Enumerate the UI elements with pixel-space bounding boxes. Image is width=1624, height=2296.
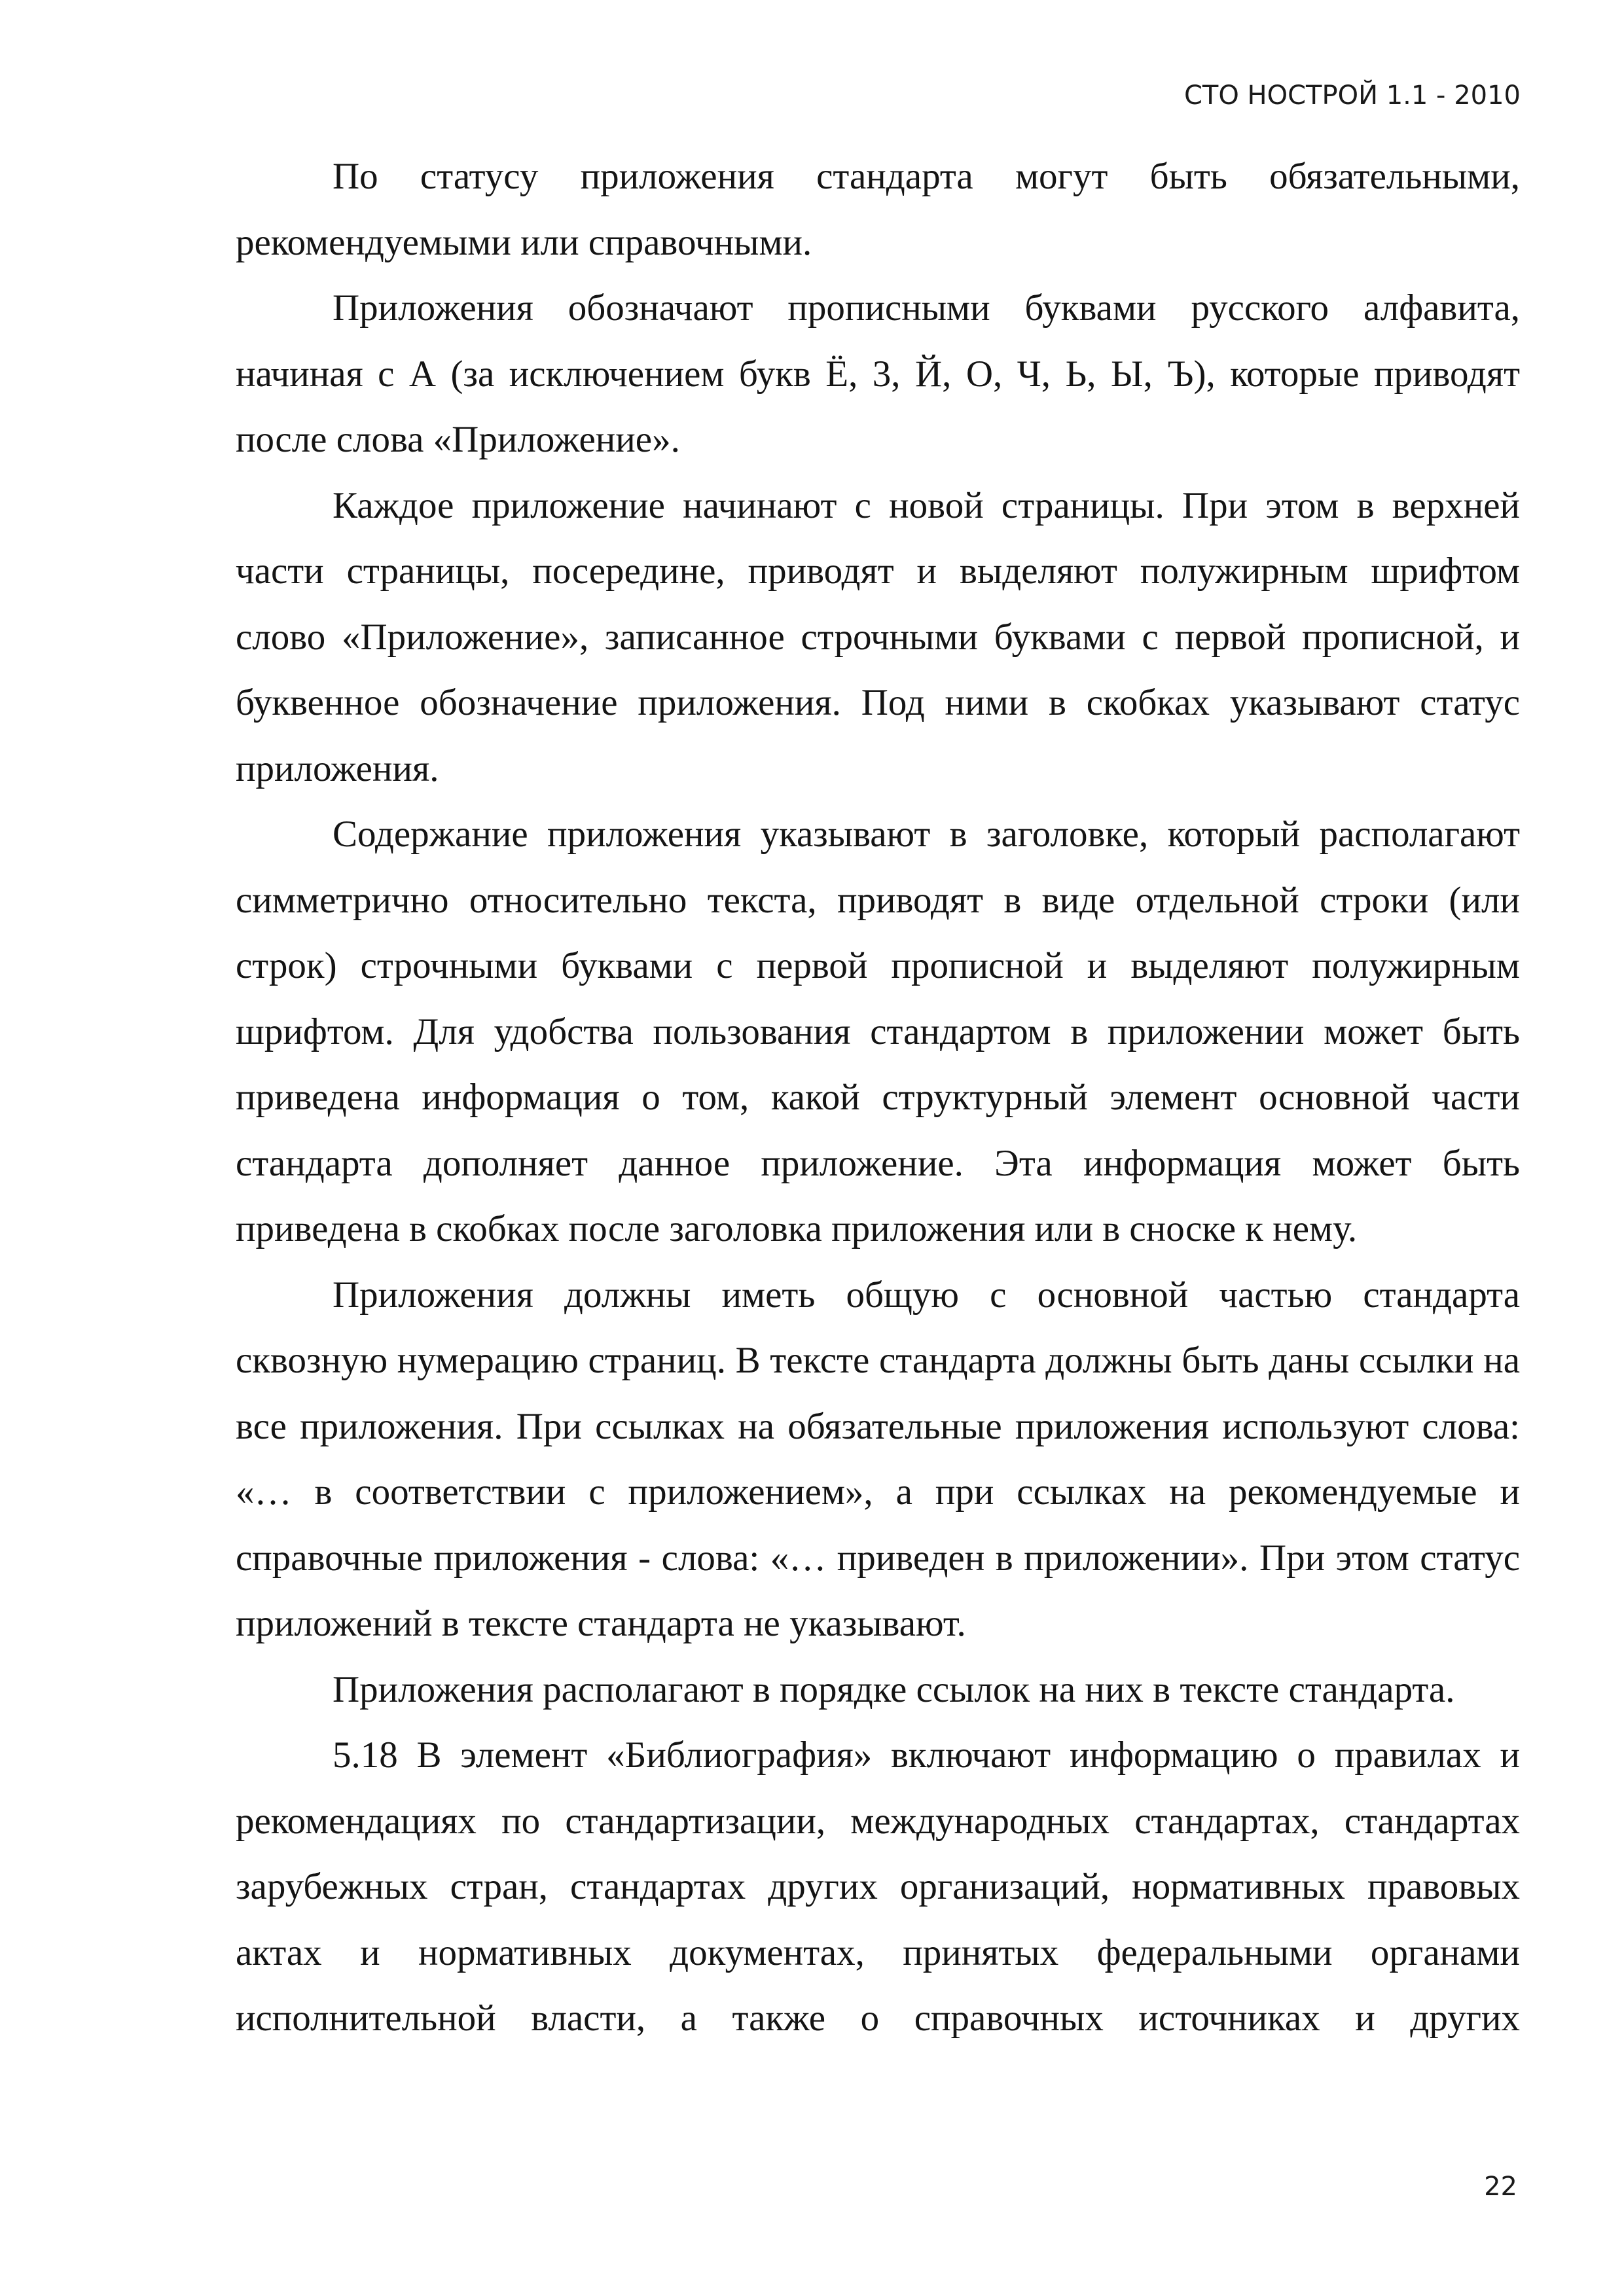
paragraph-appendix-order: Приложения располагают в порядке ссылок на них в тексте стандарта. [333, 1668, 1455, 1710]
paragraph-appendix-status: По статусу приложения стандарта могут быть обязательными, рекомендуемыми или справочными. [236, 156, 1520, 263]
paragraph-appendix-title: Содержание приложения указывают в заголовке, который располагают симметрично относительно текста, приводят в виде отдельной строки (или строк) строчными буквами с первой прописной и выделяют полужирным шрифтом. Для удобства пользования стандартом в приложении может быть приведена информация о том, какой структурный элемент основной части стандарта дополняет данное приложение. Эта информация может быть приведена в скобках после заголовка приложения или в сноске к нему. [236, 814, 1520, 1249]
page-number: 22 [1484, 2172, 1517, 2202]
paragraph-bibliography: 5.18 В элемент «Библиография» включают информацию о правилах и рекомендациях по стандартизации, международных стандартах, стандартах зарубежных стран, стандартах других организаций, нормативных правовых актах и нормативных документах, принятых федеральными органами исполнительной власти, а также о справочных источниках и других [236, 1734, 1520, 2039]
paragraph-appendix-designation: Приложения обозначают прописными буквами русского алфавита, начиная с А (за исключением букв Ё, 3, Й, О, Ч, Ь, Ы, Ъ), которые приводят после слова «Приложение». [236, 287, 1520, 460]
paragraph-appendix-numbering: Приложения должны иметь общую с основной частью стандарта сквозную нумерацию страниц. В тексте стандарта должны быть даны ссылки на все приложения. При ссылках на обязательные приложения используют слова: «… в соответствии с приложением», а при ссылках на рекомендуемые и справочные приложения - слова: «… приведен в приложении». При этом статус приложений в тексте стандарта не указывают. [236, 1274, 1520, 1644]
body-text [236, 144, 1520, 2052]
paragraph-appendix-new-page: Каждое приложение начинают с новой страницы. При этом в верхней части страницы, посередине, приводят и выделяют полужирным шрифтом слово «Приложение», записанное строчными буквами с первой прописной, и буквенное обозначение приложения. Под ними в скобках указывают статус приложения. [236, 484, 1520, 789]
running-header: СТО НОСТРОЙ 1.1 - 2010 [1183, 81, 1521, 111]
